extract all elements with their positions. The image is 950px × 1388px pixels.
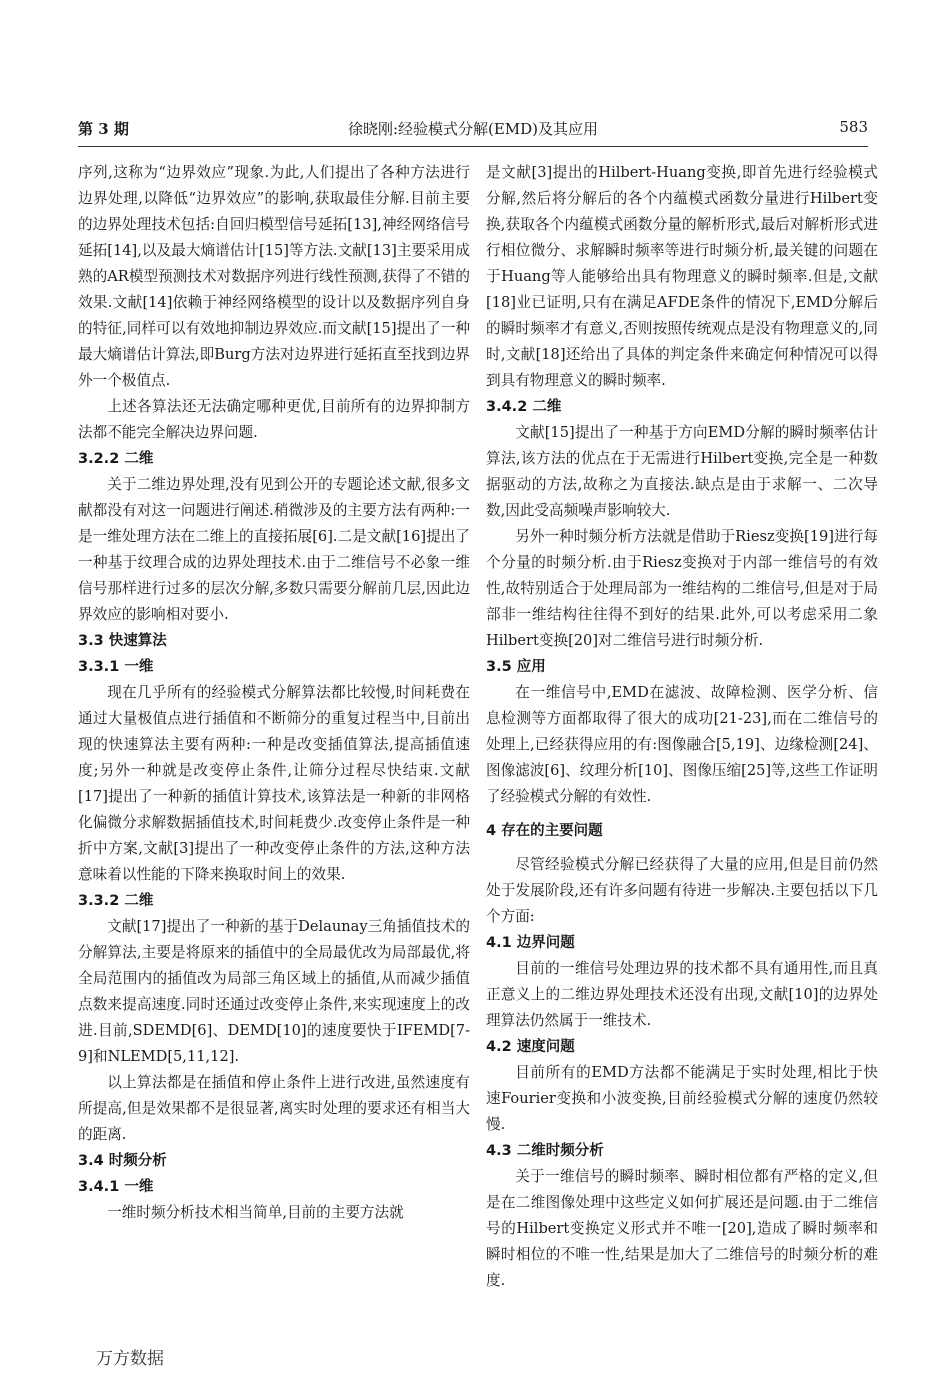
header-rule: [78, 146, 868, 147]
paragraph: 关于一维信号的瞬时频率、瞬时相位都有严格的定义,但是在二维图像处理中这些定义如何扩展还是问题.由于二维信号的Hilbert变换定义形式并不唯一[20],造成了瞬时频率和瞬时相位的不唯一性,结果是加大了二维信号的时频分析的难度.: [486, 1168, 878, 1289]
paragraph: 另外一种时频分析方法就是借助于Riesz变换[19]进行每个分量的时频分析.由于Riesz变换对于内部一维信号的有效性,故特别适合于处理局部为一维结构的二维信号,但是对于局部非一维结构往往得不到好的结果.此外,可以考虑采用二象Hilbert变换[20]对二维信号进行时频分析.: [486, 528, 878, 649]
left-column: [78, 160, 470, 1226]
paragraph: 现在几乎所有的经验模式分解算法都比较慢,时间耗费在通过大量极值点进行插值和不断筛分的重复过程当中,目前出现的快速算法主要有两种:一种是改变插值算法,提高插值速度;另外一种就是改变停止条件,让筛分过程尽快结束.文献[17]提出了一种新的插值计算技术,该算法是一种新的非网格化偏微分求解数据插值技术,时间耗费少.改变停止条件是一种折中方案,文献[3]提出了一种改变停止条件的方法,这种方法意味着以性能的下降来换取时间上的效果.: [78, 684, 470, 883]
section-heading: 3.5 应用: [486, 659, 546, 675]
paragraph: 尽管经验模式分解已经获得了大量的应用,但是目前仍然处于发展阶段,还有许多问题有待进一步解决.主要包括以下几个方面:: [486, 856, 878, 925]
paragraph: 是文献[3]提出的Hilbert-Huang变换,即首先进行经验模式分解,然后将分解后的各个内蕴模式函数分量进行Hilbert变换,获取各个内蕴模式函数分量的解析形式,最后对解析形式进行相位微分、求解瞬时频率等进行时频分析,最关键的问题在于Huang等人能够给出具有物理意义的瞬时频率.但是,文献[18]业已证明,只有在满足AFDE条件的情况下,EMD分解后的瞬时频率才有意义,否则按照传统观点是没有物理意义的,同时,文献[18]还给出了具体的判定条件来确定何种情况可以得到具有物理意义的瞬时频率.: [486, 164, 878, 389]
paragraph: 目前所有的EMD方法都不能满足于实时处理,相比于快速Fourier变换和小波变换,目前经验模式分解的速度仍然较慢.: [486, 1064, 878, 1133]
section-heading: 3.2.2 二维: [78, 451, 154, 467]
running-title: 徐晓刚:经验模式分解(EMD)及其应用: [347, 120, 599, 138]
paragraph: 目前的一维信号处理边界的技术都不具有通用性,而且真正意义上的二维边界处理技术还没有出现,文献[10]的边界处理算法仍然属于一维技术.: [486, 960, 878, 1029]
section-heading: 3.3.1 一维: [78, 659, 154, 675]
section-heading: 4.1 边界问题: [486, 935, 575, 951]
section-heading: 3.4.1 一维: [78, 1179, 154, 1195]
paragraph: 文献[15]提出了一种基于方向EMD分解的瞬时频率估计算法,该方法的优点在于无需进行Hilbert变换,完全是一种数据驱动的方法,故称之为直接法.缺点是由于求解一、二次导数,因此受高频噪声影响较大.: [486, 424, 878, 519]
paragraph: 关于二维边界处理,没有见到公开的专题论述文献,很多文献都没有对这一问题进行阐述.稍微涉及的主要方法有两种:一是一维处理方法在二维上的直接拓展[6].二是文献[16]提出了一种基于纹理合成的边界处理技术.由于二维信号不必象一维信号那样进行过多的层次分解,多数只需要分解前几层,因此边界效应的影响相对要小.: [78, 476, 470, 623]
source-watermark: 万方数据: [96, 1349, 164, 1369]
section-heading: 4 存在的主要问题: [486, 823, 603, 839]
section-heading: 3.4 时频分析: [78, 1153, 167, 1169]
section-heading: 3.3 快速算法: [78, 633, 167, 649]
section-heading: 4.2 速度问题: [486, 1039, 575, 1055]
section-heading: 3.3.2 二维: [78, 893, 154, 909]
paragraph: 在一维信号中,EMD在滤波、故障检测、医学分析、信息检测等方面都取得了很大的成功[21-23],而在二维信号的处理上,已经获得应用的有:图像融合[5,19]、边缘检测[24]、图像滤波[6]、纹理分析[10]、图像压缩[25]等,这些工作证明了经验模式分解的有效性.: [486, 684, 878, 805]
section-heading: 3.4.2 二维: [486, 399, 562, 415]
paragraph: 序列,这称为“边界效应”现象.为此,人们提出了各种方法进行边界处理,以降低“边界效应”的影响,获取最佳分解.目前主要的边界处理技术包括:自回归模型信号延拓[13],神经网络信号延拓[14],以及最大熵谱估计[15]等方法.文献[13]主要采用成熟的AR模型预测技术对数据序列进行线性预测,获得了不错的效果.文献[14]依赖于神经网络模型的设计以及数据序列自身的特征,同样可以有效地抑制边界效应.而文献[15]提出了一种最大熵谱估计算法,即Burg方法对边界进行延拓直至找到边界外一个极值点.: [78, 164, 470, 389]
issue-number: 第 3 期: [78, 120, 129, 138]
page-header: [78, 118, 868, 144]
paragraph: 以上算法都是在插值和停止条件上进行改进,虽然速度有所提高,但是效果都不是很显著,离实时处理的要求还有相当大的距离.: [78, 1074, 470, 1143]
paragraph: 一维时频分析技术相当简单,目前的主要方法就: [107, 1204, 404, 1221]
right-column: [486, 160, 878, 1294]
paragraph: 上述各算法还无法确定哪种更优,目前所有的边界抑制方法都不能完全解决边界问题.: [78, 398, 470, 441]
section-heading: 4.3 二维时频分析: [486, 1143, 604, 1159]
paragraph: 文献[17]提出了一种新的基于Delaunay三角插值技术的分解算法,主要是将原来的插值中的全局最优改为局部最优,将全局范围内的插值改为局部三角区域上的插值,从而减少插值点数来提高速度.同时还通过改变停止条件,来实现速度上的改进.目前,SDEMD[6]、DEMD[10]的速度要快于IFEMD[7-9]和NLEMD[5,11,12].: [78, 918, 470, 1065]
page-number: 583: [839, 118, 868, 136]
